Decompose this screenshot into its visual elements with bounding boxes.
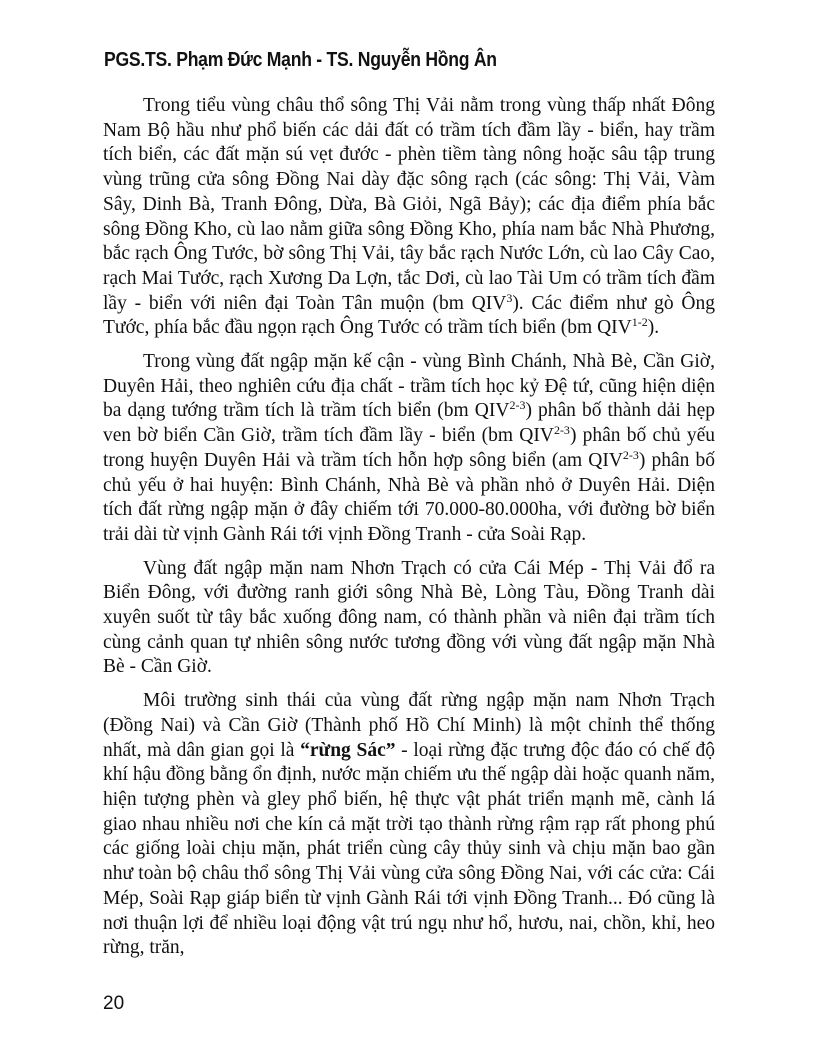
paragraph-2-text-2: ) phân bố thành dải hẹp ven bờ biển Cần Giờ, trầm tích đầm lầy - biển (bm QIV <box>103 400 715 447</box>
superscript: 2-3 <box>509 398 526 413</box>
paragraph-1-text-3: ). <box>647 317 660 339</box>
running-header-authors: PGS.TS. Phạm Đức Mạnh - TS. Nguyễn Hồng Ân <box>104 49 497 71</box>
superscript: 1-2 <box>631 315 648 330</box>
page-number: 20 <box>103 993 125 1014</box>
paragraph-4 <box>103 689 715 961</box>
paragraph-1-text-2: ). Các điểm như gò Ông Tước, phía bắc đầu ngọn rạch Ông Tước có trầm tích biển (bm QIV <box>103 292 716 339</box>
superscript: 2-3 <box>553 423 570 438</box>
superscript: 3 <box>506 290 513 305</box>
paragraph-2-text-3: ) phân bố chủ yếu trong huyện Duyên Hải và trầm tích hỗn hợp sông biển (am QIV <box>103 425 715 471</box>
paragraph-2 <box>103 350 715 548</box>
paragraph-4-text-1: Môi trường sinh thái của vùng đất rừng ngập mặn nam Nhơn Trạch (Đồng Nai) và Cần Giờ (Thành phố Hồ Chí Minh) là một chỉnh thể thống nhất, mà dân gian gọi là <box>103 690 715 761</box>
paragraph-4-text-2: - loại rừng đặc trưng độc đáo có chế độ khí hậu đồng bằng ổn định, nước mặn chiếm ưu thế ngập dài hoặc quanh năm, hiện tượng phèn và gley phổ biến, hệ thực vật phát triển mạnh mẽ, cành lá giao nhau nhiều nơi che kín cả mặt trời tạo thành rừng rậm rạp rất phong phú các giống loài chịu mặn, phát triển cùng cây thủy sinh và chịu mặn bao gần như toàn bộ châu thổ sông Thị Vải vùng cửa sông Đồng Nai, với các cửa: Cái Mép, Soài Rạp giáp biển từ vịnh Gành Rái tới vịnh Đồng Tranh... Đó cũng là nơi thuận lợi để nhiều loại động vật trú ngụ như hổ, hươu, nai, chồn, khỉ, heo rừng, trăn, <box>103 739 715 959</box>
paragraph-3 <box>103 557 715 681</box>
paragraph-1-text-1: Trong tiểu vùng châu thổ sông Thị Vải nằm trong vùng thấp nhất Đông Nam Bộ hầu như phổ biến các dải đất có trầm tích đầm lầy - biển, hay trầm tích biển, các đất mặn sú vẹt đước - phèn tiềm tàng nông hoặc sâu tập trung vùng trũng cửa sông Đồng Nai dày đặc sông rạch (các sông: Thị Vải, Vàm Sây, Dinh Bà, Tranh Đông, Dừa, Bà Giỏi, Ngã Bảy); các địa điểm phía bắc sông Đồng Kho, cù lao nằm giữa sông Đồng Kho, phía nam bắc Nhà Phương, bắc rạch Ông Tước, bờ sông Thị Vải, tây bắc rạch Nước Lớn, cù lao Cây Cao, rạch Mai Tước, rạch Xương Da Lợn, tắc Dơi, cù lao Tài Um có trầm tích đầm lầy - biển với niên đại Toàn Tân muộn (bm QIV <box>103 95 715 314</box>
paragraph-3-text-1: Vùng đất ngập mặn nam Nhơn Trạch có cửa Cái Mép - Thị Vải đổ ra Biển Đông, với đường ranh giới sông Nhà Bè, Lòng Tàu, Đồng Tranh dài xuyên suốt từ tây bắc xuống đông nam, có thành phần và niên đại trầm tích cùng cảnh quan tự nhiên sông nước tương đồng với vùng đất ngập mặn Nhà Bè - Cần Giờ. <box>103 557 715 678</box>
paragraph-2-text-1: Trong vùng đất ngập mặn kế cận - vùng Bình Chánh, Nhà Bè, Cần Giờ, Duyên Hải, theo nghiên cứu địa chất - trầm tích học kỷ Đệ tứ, cũng hiện diện ba dạng tướng trầm tích là trầm tích biển (bm QIV <box>103 351 715 422</box>
paragraph-1 <box>103 94 715 341</box>
superscript: 2-3 <box>622 447 639 462</box>
keyword-rung-sac: “rừng Sác” <box>300 739 396 761</box>
paragraph-2-text-4: ) phân bố chủ yếu ở hai huyện: Bình Chánh, Nhà Bè và phần nhỏ ở Duyên Hải. Diện tích đất rừng ngập mặn ở đây chiếm tới 70.000-80.000ha, với đường bờ biển trải dài từ vịnh Gành Rái tới vịnh Đồng Tranh - cửa Soài Rạp. <box>103 449 715 545</box>
body-text <box>103 94 715 961</box>
